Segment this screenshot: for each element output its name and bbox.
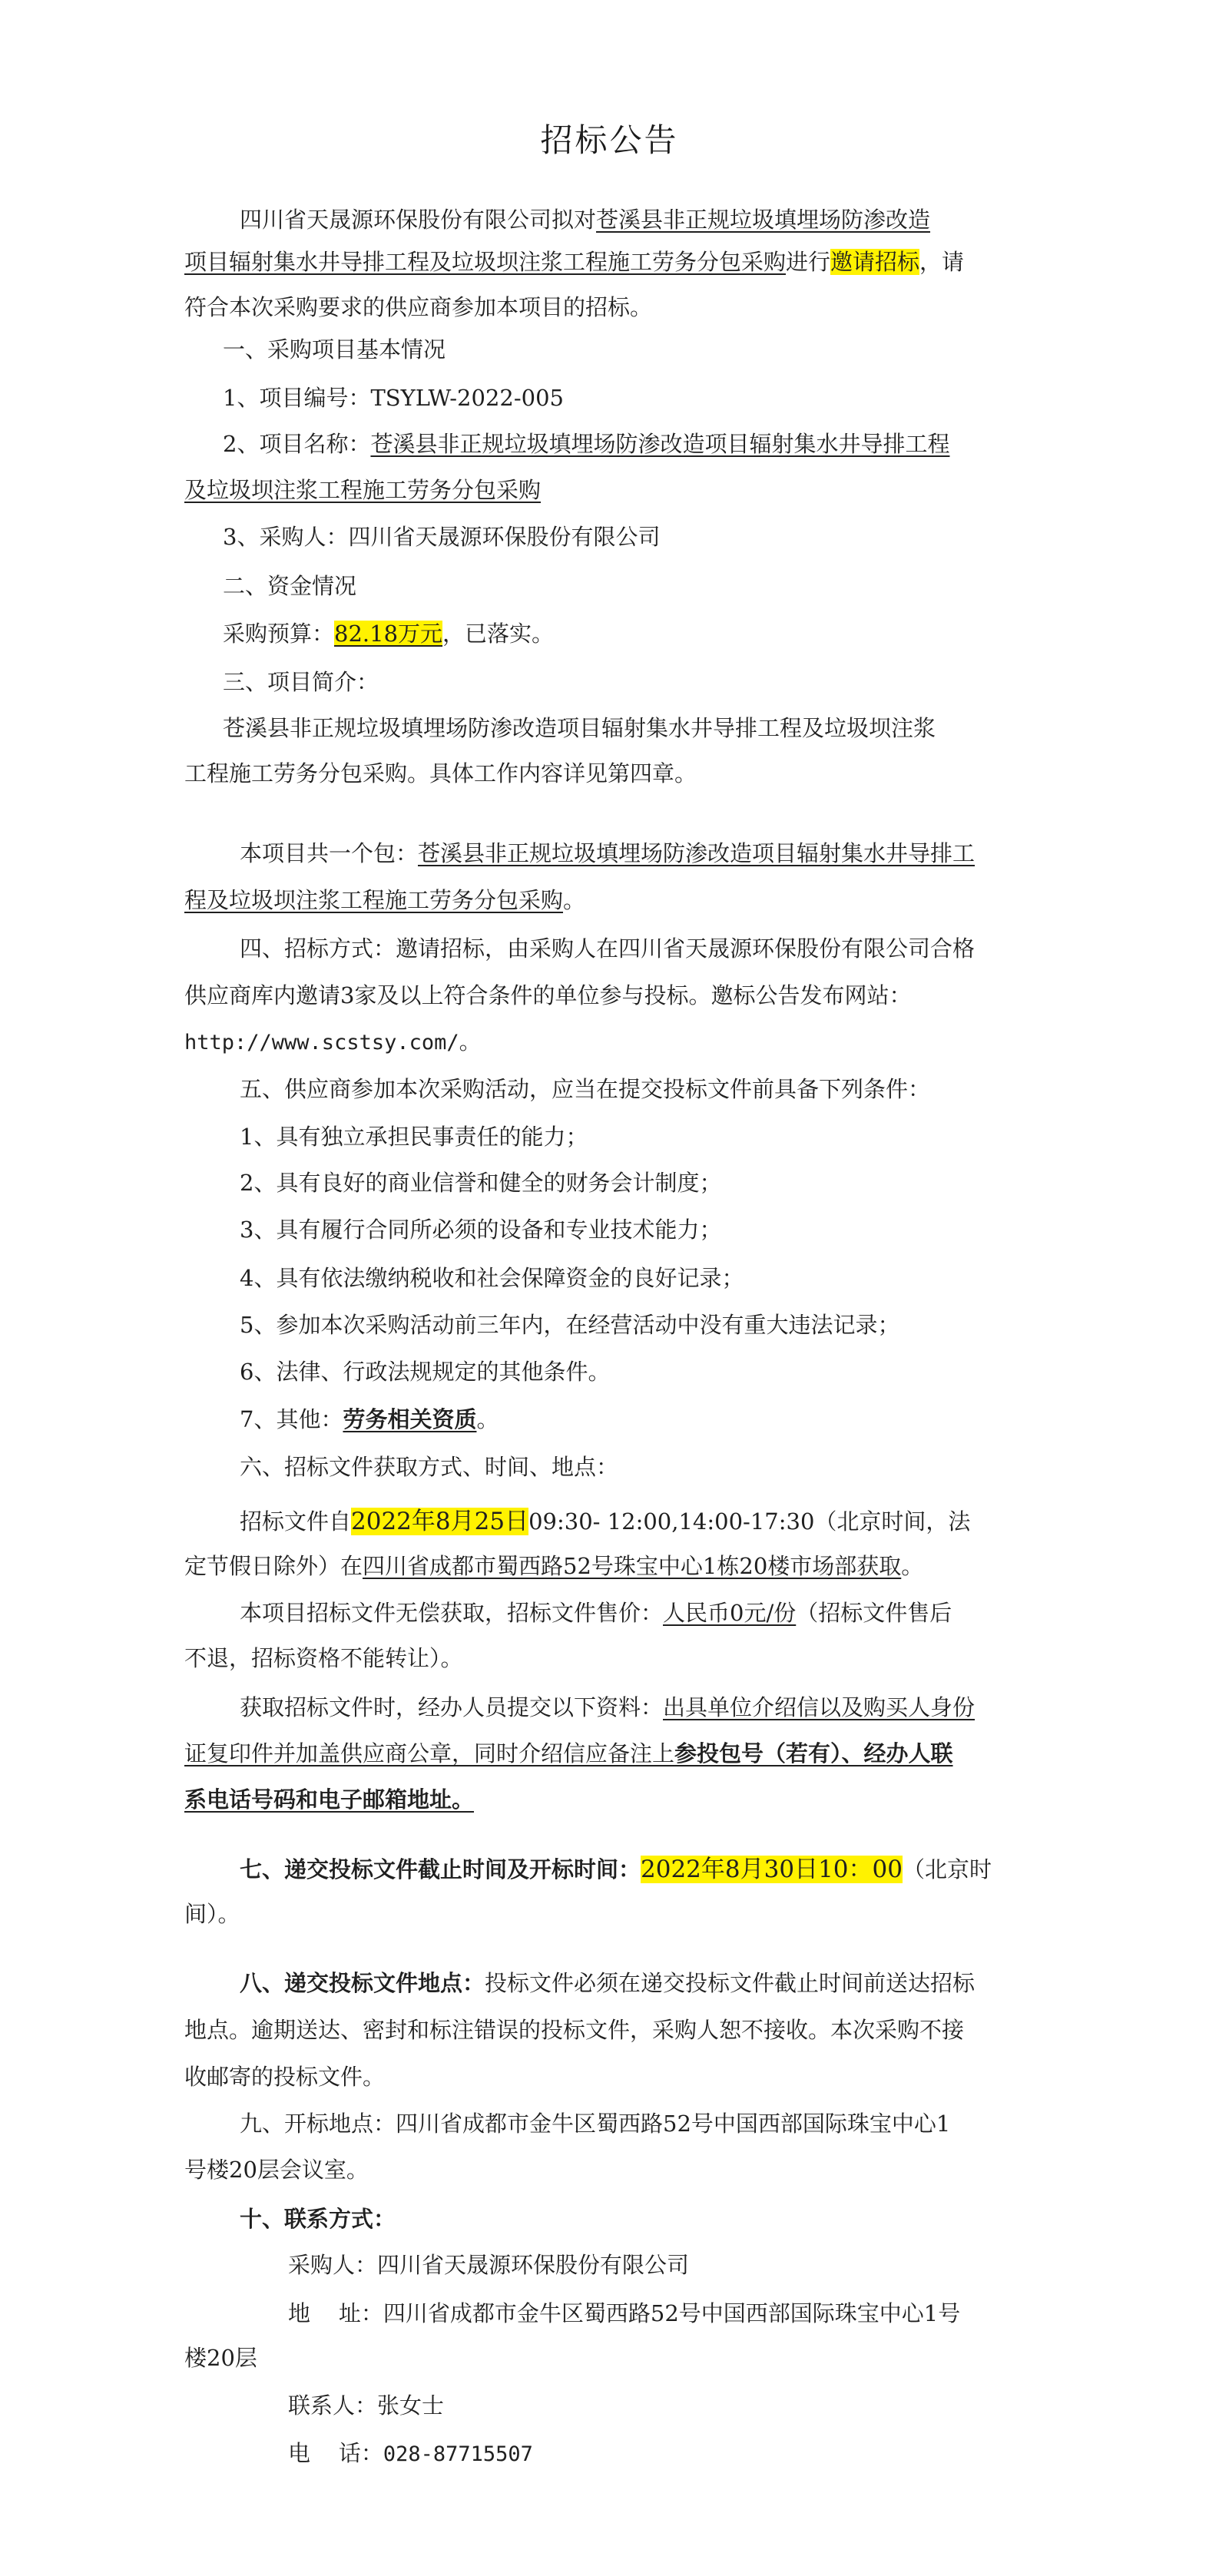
condition-item-other: [240, 1405, 1092, 1434]
section-8-heading: 八、递交投标文件地点：: [240, 1970, 485, 1996]
materials-line-3: [184, 1785, 1037, 1814]
tender-website-line: [184, 1027, 1037, 1058]
project-name-underlined: 苍溪县非正规垃圾填埋场防渗改造: [596, 207, 931, 233]
document-price-line-2: 不退，招标资格不能转让）。: [184, 1645, 463, 1671]
budget-line: [223, 619, 1075, 648]
section-7-heading: 七、递交投标文件截止时间及开标时间：: [240, 1856, 641, 1882]
document-time-line-2: [184, 1551, 1037, 1581]
deadline-datetime: 2022年8月30日10：00: [641, 1856, 903, 1883]
submission-text: 投标文件必须在递交投标文件截止时间前送达招标: [485, 1970, 976, 1996]
budget-value: 82.18万元: [334, 621, 443, 647]
punctuation: 。: [563, 887, 586, 913]
materials-required-bold: 系电话号码和电子邮箱地址。: [184, 1786, 475, 1813]
materials-label: 获取招标文件时，经办人员提交以下资料：: [240, 1694, 664, 1720]
submission-line-3: 收邮寄的投标文件。: [184, 2064, 386, 2090]
opening-place-line-1: 九、开标地点：四川省成都市金牛区蜀西路52号中国西部国际珠宝中心1: [240, 2111, 951, 2137]
page-title: 招标公告: [540, 121, 679, 159]
package-label: 本项目共一个包：: [240, 840, 419, 866]
document-price-note: （招标文件售后: [796, 1600, 952, 1626]
address-label: 地 址：: [288, 2300, 383, 2326]
deadline-line-2: 间）。: [184, 1901, 240, 1927]
section-2-heading: 二、资金情况: [223, 573, 357, 599]
project-name-label: 2、项目名称：: [223, 431, 371, 457]
phone-number[interactable]: 028-87715507: [383, 2442, 533, 2466]
submission-line-1: [240, 1968, 1092, 1998]
submission-line-2: 地点。逾期送达、密封和标注错误的投标文件，采购人恕不接收。本次采购不接: [184, 2017, 965, 2043]
intro-text: 四川省天晟源环保股份有限公司拟对: [240, 207, 597, 233]
intro-text: 进行: [786, 249, 831, 275]
phone-label: 电 话：: [288, 2440, 383, 2466]
project-name-line-1: [223, 429, 1075, 459]
document-price: 人民币0元/份: [663, 1600, 797, 1626]
document-price-line-1: [240, 1598, 1092, 1627]
project-name-value: 苍溪县非正规垃圾填埋场防渗改造项目辐射集水井导排工程: [370, 431, 950, 457]
document-price-label: 本项目招标文件无偿获取，招标文件售价：: [240, 1600, 664, 1626]
deadline-line-1: [240, 1855, 1092, 1884]
project-name-value: 及垃圾坝注浆工程施工劳务分包采购: [184, 477, 542, 503]
contact-person: 联系人：张女士: [288, 2392, 445, 2419]
other-requirement: 劳务相关资质: [343, 1406, 477, 1432]
opening-place-line-2: 号楼20层会议室。: [184, 2157, 369, 2183]
materials-line-1: [240, 1693, 1092, 1722]
document-time-text: 定节假日除外）在: [184, 1553, 363, 1579]
project-code: 1、项目编号：TSYLW-2022-005: [223, 385, 564, 411]
condition-item: 6、法律、行政法规规定的其他条件。: [240, 1359, 611, 1385]
contact-phone-line: [288, 2439, 1141, 2469]
budget-label: 采购预算：: [223, 621, 335, 647]
package-line-1: [240, 839, 1092, 868]
contact-address-line-1: [288, 2299, 1141, 2328]
materials-required-bold: 参投包号（若有）、经办人联: [674, 1740, 953, 1766]
intro-line-1: [240, 205, 1037, 234]
intro-paragraph-line-2: 工程施工劳务分包采购。具体工作内容详见第四章。: [184, 760, 697, 786]
budget-tail: ，已落实。: [442, 621, 555, 647]
purchaser: 3、采购人：四川省天晟源环保股份有限公司: [223, 524, 661, 550]
punctuation: 。: [459, 1028, 482, 1055]
project-name-line-2: [184, 475, 1037, 505]
invite-tender-highlight: 邀请招标: [830, 249, 920, 275]
tender-method-line-2: 供应商库内邀请3家及以上符合条件的单位参与投标。邀标公告发布网站：: [184, 982, 912, 1008]
document-pickup-place: 四川省成都市蜀西路52号珠宝中心1栋20楼市场部获取: [363, 1553, 902, 1579]
intro-text: ，请: [919, 249, 965, 275]
tender-website-link[interactable]: http://www.scstsy.com/: [184, 1031, 459, 1055]
project-name-underlined: 项目辐射集水井导排工程及垃圾坝注浆工程施工劳务分包采购: [184, 249, 787, 275]
other-label: 7、其他：: [240, 1406, 343, 1432]
section-6-heading: 六、招标文件获取方式、时间、地点：: [240, 1454, 619, 1480]
document-time-line-1: [240, 1507, 1092, 1536]
contact-address-line-2: 楼20层: [184, 2345, 257, 2371]
contact-purchaser: 采购人：四川省天晟源环保股份有限公司: [288, 2252, 690, 2278]
document-start-date: 2022年8月25日: [351, 1508, 529, 1535]
intro-paragraph-line-1: 苍溪县非正规垃圾填埋场防渗改造项目辐射集水井导排工程及垃圾坝注浆: [223, 715, 936, 741]
punctuation: 。: [901, 1553, 924, 1579]
materials-required: 证复印件并加盖供应商公章，同时介绍信应备注上: [184, 1740, 675, 1766]
condition-item: 2、具有良好的商业信誉和健全的财务会计制度；: [240, 1170, 722, 1196]
section-10-heading: 十、联系方式：: [240, 2206, 396, 2232]
condition-item: 5、参加本次采购活动前三年内，在经营活动中没有重大违法记录；: [240, 1312, 900, 1338]
intro-line-2: [184, 247, 1037, 276]
condition-item: 3、具有履行合同所必须的设备和专业技术能力；: [240, 1217, 722, 1243]
package-line-2: [184, 886, 1037, 915]
deadline-note: （北京时: [902, 1856, 992, 1882]
document-time-range: 09:30- 12:00,14:00-17:30（北京时间，法: [528, 1508, 971, 1535]
condition-item: 1、具有独立承担民事责任的能力；: [240, 1124, 588, 1150]
address-value: 四川省成都市金牛区蜀西路52号中国西部国际珠宝中心1号: [383, 2300, 961, 2326]
document-time-text: 招标文件自: [240, 1508, 352, 1535]
package-name: 苍溪县非正规垃圾填埋场防渗改造项目辐射集水井导排工: [418, 840, 976, 866]
tender-method-line-1: 四、招标方式：邀请招标，由采购人在四川省天晟源环保股份有限公司合格: [240, 935, 976, 962]
package-name: 程及垃圾坝注浆工程施工劳务分包采购: [184, 887, 564, 913]
section-3-heading: 三、项目简介：: [223, 669, 379, 695]
intro-line-3: 符合本次采购要求的供应商参加本项目的招标。: [184, 294, 653, 320]
punctuation: 。: [476, 1406, 499, 1432]
materials-required: 出具单位介绍信以及购买人身份: [663, 1694, 976, 1720]
materials-line-2: [184, 1739, 1037, 1768]
condition-item: 4、具有依法缴纳税收和社会保障资金的良好记录；: [240, 1265, 744, 1291]
section-1-heading: 一、采购项目基本情况: [223, 336, 446, 363]
section-5-heading: 五、供应商参加本次采购活动，应当在提交投标文件前具备下列条件：: [240, 1076, 931, 1102]
